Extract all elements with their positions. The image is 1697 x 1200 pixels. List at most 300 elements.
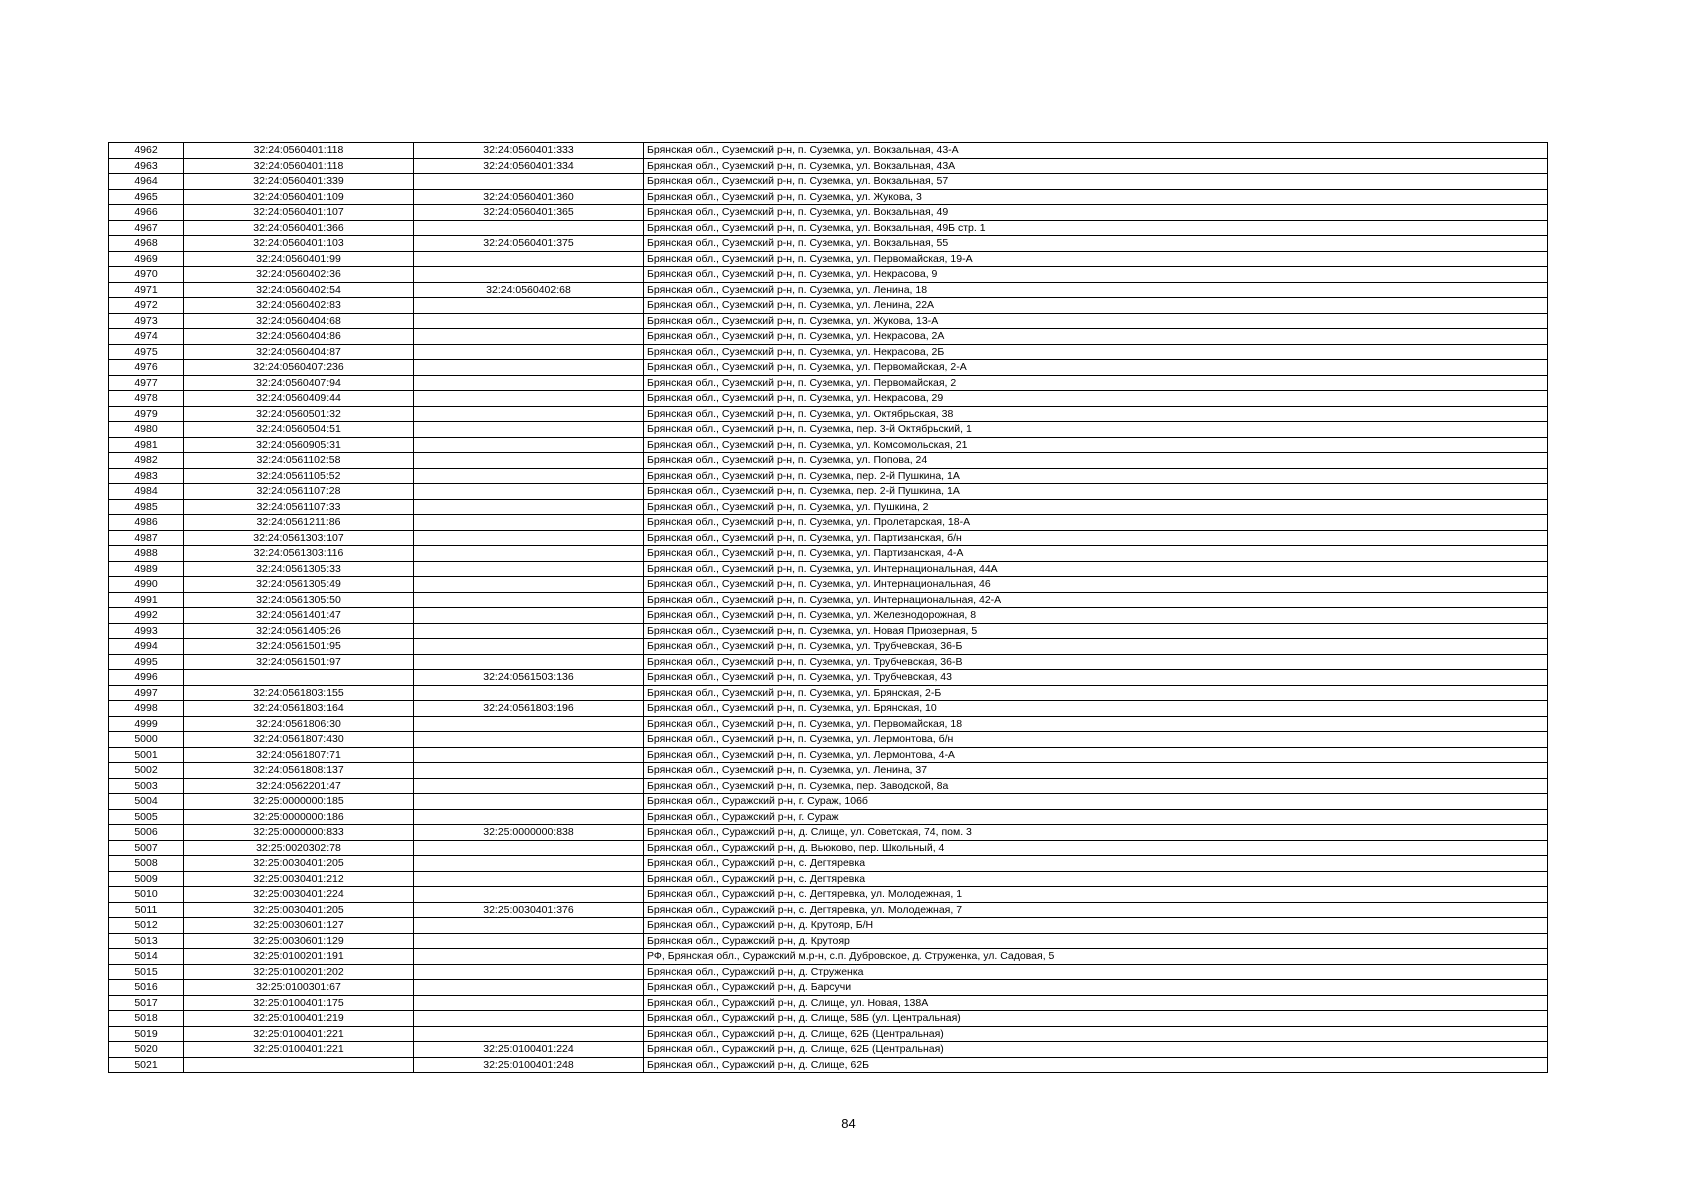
- row-number-cell: 4978: [109, 391, 184, 407]
- address-cell: Брянская обл., Суражский р-н, д. Крутояр: [644, 933, 1548, 949]
- row-number-cell: 5002: [109, 763, 184, 779]
- related-cadastral-number-cell: [414, 406, 644, 422]
- table-row: [109, 995, 1548, 1011]
- table-row: [109, 530, 1548, 546]
- row-number-cell: 4962: [109, 143, 184, 159]
- related-cadastral-number-cell: [414, 685, 644, 701]
- address-cell: Брянская обл., Суземский р-н, п. Суземка, ул. Интернациональная, 46: [644, 577, 1548, 593]
- cadastral-number-cell: 32:24:0561807:71: [184, 747, 414, 763]
- address-cell: Брянская обл., Суземский р-н, п. Суземка, ул. Некрасова, 2Б: [644, 344, 1548, 360]
- cadastral-number-cell: 32:24:0561303:116: [184, 546, 414, 562]
- cadastral-number-cell: 32:25:0000000:185: [184, 794, 414, 810]
- row-number-cell: 4967: [109, 220, 184, 236]
- address-cell: Брянская обл., Суземский р-н, п. Суземка, ул. Лермонтова, 4-А: [644, 747, 1548, 763]
- related-cadastral-number-cell: [414, 422, 644, 438]
- address-cell: Брянская обл., Суземский р-н, п. Суземка, ул. Пролетарская, 18-А: [644, 515, 1548, 531]
- related-cadastral-number-cell: [414, 313, 644, 329]
- related-cadastral-number-cell: [414, 732, 644, 748]
- row-number-cell: 4991: [109, 592, 184, 608]
- table-row: [109, 778, 1548, 794]
- address-cell: Брянская обл., Суземский р-н, п. Суземка, ул. Ленина, 18: [644, 282, 1548, 298]
- table-row: [109, 639, 1548, 655]
- address-cell: Брянская обл., Суражский р-н, с. Дегтяревка, ул. Молодежная, 1: [644, 887, 1548, 903]
- row-number-cell: 4981: [109, 437, 184, 453]
- address-cell: Брянская обл., Суземский р-н, п. Суземка, ул. Вокзальная, 49: [644, 205, 1548, 221]
- address-cell: Брянская обл., Суражский р-н, д. Струженка: [644, 964, 1548, 980]
- row-number-cell: 4970: [109, 267, 184, 283]
- row-number-cell: 5017: [109, 995, 184, 1011]
- cadastral-number-cell: 32:25:0100401:219: [184, 1011, 414, 1027]
- address-cell: Брянская обл., Суражский р-н, г. Сураж, 106б: [644, 794, 1548, 810]
- table-row: [109, 468, 1548, 484]
- row-number-cell: 4979: [109, 406, 184, 422]
- cadastral-number-cell: 32:25:0100201:191: [184, 949, 414, 965]
- address-cell: Брянская обл., Суземский р-н, п. Суземка, ул. Трубчевская, 36-Б: [644, 639, 1548, 655]
- related-cadastral-number-cell: [414, 530, 644, 546]
- address-cell: Брянская обл., Суражский р-н, д. Слище, 58Б (ул. Центральная): [644, 1011, 1548, 1027]
- address-cell: Брянская обл., Суземский р-н, п. Суземка, ул. Октябрьская, 38: [644, 406, 1548, 422]
- cadastral-number-cell: 32:24:0560401:118: [184, 143, 414, 159]
- row-number-cell: 4999: [109, 716, 184, 732]
- row-number-cell: 5015: [109, 964, 184, 980]
- table-row: [109, 329, 1548, 345]
- related-cadastral-number-cell: [414, 778, 644, 794]
- address-cell: Брянская обл., Суземский р-н, п. Суземка, ул. Трубчевская, 43: [644, 670, 1548, 686]
- row-number-cell: 4968: [109, 236, 184, 252]
- table-row: [109, 871, 1548, 887]
- cadastral-number-cell: 32:24:0561501:95: [184, 639, 414, 655]
- table-row: [109, 251, 1548, 267]
- cadastral-number-cell: 32:24:0561806:30: [184, 716, 414, 732]
- table-row: [109, 840, 1548, 856]
- table-row: [109, 608, 1548, 624]
- address-cell: Брянская обл., Суземский р-н, п. Суземка, пер. 2-й Пушкина, 1А: [644, 484, 1548, 500]
- address-cell: Брянская обл., Суземский р-н, п. Суземка, ул. Лермонтова, б/н: [644, 732, 1548, 748]
- address-cell: Брянская обл., Суземский р-н, п. Суземка, ул. Вокзальная, 55: [644, 236, 1548, 252]
- row-number-cell: 5005: [109, 809, 184, 825]
- table-row: [109, 794, 1548, 810]
- cadastral-number-cell: 32:24:0560409:44: [184, 391, 414, 407]
- address-cell: Брянская обл., Суражский р-н, д. Слище, 62Б (Центральная): [644, 1042, 1548, 1058]
- related-cadastral-number-cell: [414, 499, 644, 515]
- related-cadastral-number-cell: [414, 391, 644, 407]
- address-cell: Брянская обл., Суражский р-н, д. Барсучи: [644, 980, 1548, 996]
- address-cell: Брянская обл., Суземский р-н, п. Суземка, ул. Железнодорожная, 8: [644, 608, 1548, 624]
- cadastral-number-cell: 32:24:0560404:68: [184, 313, 414, 329]
- related-cadastral-number-cell: [414, 887, 644, 903]
- related-cadastral-number-cell: [414, 716, 644, 732]
- cadastral-number-cell: 32:25:0100301:67: [184, 980, 414, 996]
- table-row: [109, 561, 1548, 577]
- address-cell: Брянская обл., Суражский р-н, д. Слище, ул. Новая, 138А: [644, 995, 1548, 1011]
- cadastral-number-cell: 32:24:0560402:36: [184, 267, 414, 283]
- cadastral-number-cell: 32:24:0560402:83: [184, 298, 414, 314]
- cadastral-number-cell: 32:24:0561305:33: [184, 561, 414, 577]
- row-number-cell: 4996: [109, 670, 184, 686]
- row-number-cell: 4994: [109, 639, 184, 655]
- cadastral-number-cell: 32:24:0561401:47: [184, 608, 414, 624]
- row-number-cell: 5003: [109, 778, 184, 794]
- cadastral-number-cell: 32:24:0560407:94: [184, 375, 414, 391]
- related-cadastral-number-cell: [414, 251, 644, 267]
- cadastral-number-cell: 32:25:0030601:127: [184, 918, 414, 934]
- table-row: [109, 174, 1548, 190]
- cadastral-number-cell: 32:24:0560401:109: [184, 189, 414, 205]
- row-number-cell: 4986: [109, 515, 184, 531]
- address-cell: Брянская обл., Суземский р-н, п. Суземка, ул. Некрасова, 2А: [644, 329, 1548, 345]
- related-cadastral-number-cell: 32:24:0560401:334: [414, 158, 644, 174]
- address-cell: Брянская обл., Суземский р-н, п. Суземка, ул. Некрасова, 9: [644, 267, 1548, 283]
- row-number-cell: 4977: [109, 375, 184, 391]
- row-number-cell: 5016: [109, 980, 184, 996]
- cadastral-number-cell: 32:24:0560401:103: [184, 236, 414, 252]
- table-row: [109, 670, 1548, 686]
- cadastral-number-cell: 32:25:0000000:833: [184, 825, 414, 841]
- cadastral-number-cell: 32:24:0561102:58: [184, 453, 414, 469]
- related-cadastral-number-cell: [414, 267, 644, 283]
- table-row: [109, 902, 1548, 918]
- related-cadastral-number-cell: [414, 468, 644, 484]
- related-cadastral-number-cell: [414, 747, 644, 763]
- cadastral-number-cell: 32:24:0561211:86: [184, 515, 414, 531]
- address-cell: Брянская обл., Суземский р-н, п. Суземка, ул. Новая Приозерная, 5: [644, 623, 1548, 639]
- cadastral-number-cell: 32:24:0560905:31: [184, 437, 414, 453]
- address-cell: Брянская обл., Суземский р-н, п. Суземка, ул. Ленина, 22А: [644, 298, 1548, 314]
- related-cadastral-number-cell: [414, 1011, 644, 1027]
- address-cell: Брянская обл., Суземский р-н, п. Суземка, ул. Вокзальная, 49Б стр. 1: [644, 220, 1548, 236]
- cadastral-number-cell: 32:25:0030401:205: [184, 902, 414, 918]
- table-row: [109, 1011, 1548, 1027]
- address-cell: Брянская обл., Суземский р-н, п. Суземка, ул. Комсомольская, 21: [644, 437, 1548, 453]
- row-number-cell: 5008: [109, 856, 184, 872]
- cadastral-number-cell: 32:24:0561807:430: [184, 732, 414, 748]
- cadastral-number-cell: 32:24:0561803:155: [184, 685, 414, 701]
- table-row: [109, 1057, 1548, 1073]
- cadastral-number-cell: 32:25:0100401:175: [184, 995, 414, 1011]
- cadastral-number-cell: [184, 1057, 414, 1073]
- table-row: [109, 282, 1548, 298]
- cadastral-number-cell: 32:24:0561405:26: [184, 623, 414, 639]
- address-cell: Брянская обл., Суземский р-н, п. Суземка, ул. Брянская, 10: [644, 701, 1548, 717]
- cadastral-number-cell: 32:24:0560401:366: [184, 220, 414, 236]
- page-number: 84: [841, 1116, 856, 1131]
- table-row: [109, 406, 1548, 422]
- related-cadastral-number-cell: [414, 995, 644, 1011]
- row-number-cell: 4972: [109, 298, 184, 314]
- row-number-cell: 4965: [109, 189, 184, 205]
- table-row: [109, 344, 1548, 360]
- row-number-cell: 5018: [109, 1011, 184, 1027]
- related-cadastral-number-cell: [414, 375, 644, 391]
- row-number-cell: 5020: [109, 1042, 184, 1058]
- table-row: [109, 747, 1548, 763]
- table-row: [109, 267, 1548, 283]
- row-number-cell: 4985: [109, 499, 184, 515]
- cadastral-number-cell: 32:25:0030601:129: [184, 933, 414, 949]
- address-cell: Брянская обл., Суражский р-н, с. Дегтяревка, ул. Молодежная, 7: [644, 902, 1548, 918]
- row-number-cell: 4988: [109, 546, 184, 562]
- table-row: [109, 1042, 1548, 1058]
- row-number-cell: 5014: [109, 949, 184, 965]
- cadastral-number-cell: 32:24:0560504:51: [184, 422, 414, 438]
- address-cell: Брянская обл., Суземский р-н, п. Суземка, ул. Вокзальная, 43А: [644, 158, 1548, 174]
- cadastral-number-cell: 32:24:0560401:339: [184, 174, 414, 190]
- related-cadastral-number-cell: [414, 298, 644, 314]
- address-cell: Брянская обл., Суражский р-н, д. Слище, 62Б: [644, 1057, 1548, 1073]
- table-row: [109, 980, 1548, 996]
- table-row: [109, 577, 1548, 593]
- cadastral-number-cell: 32:24:0560501:32: [184, 406, 414, 422]
- table-row: [109, 933, 1548, 949]
- row-number-cell: 4998: [109, 701, 184, 717]
- table-row: [109, 422, 1548, 438]
- row-number-cell: 4990: [109, 577, 184, 593]
- address-cell: Брянская обл., Суземский р-н, п. Суземка, ул. Первомайская, 2-А: [644, 360, 1548, 376]
- address-cell: Брянская обл., Суземский р-н, п. Суземка, ул. Жукова, 3: [644, 189, 1548, 205]
- cadastral-number-cell: 32:24:0560401:99: [184, 251, 414, 267]
- table-row: [109, 825, 1548, 841]
- row-number-cell: 4980: [109, 422, 184, 438]
- cadastral-number-cell: 32:24:0561107:28: [184, 484, 414, 500]
- row-number-cell: 4975: [109, 344, 184, 360]
- related-cadastral-number-cell: [414, 980, 644, 996]
- related-cadastral-number-cell: [414, 856, 644, 872]
- table-row: [109, 391, 1548, 407]
- related-cadastral-number-cell: [414, 809, 644, 825]
- row-number-cell: 5011: [109, 902, 184, 918]
- table-row: [109, 189, 1548, 205]
- row-number-cell: 4997: [109, 685, 184, 701]
- table-row: [109, 515, 1548, 531]
- table-row: [109, 1026, 1548, 1042]
- address-cell: Брянская обл., Суражский р-н, д. Крутояр, Б/Н: [644, 918, 1548, 934]
- related-cadastral-number-cell: [414, 329, 644, 345]
- row-number-cell: 4976: [109, 360, 184, 376]
- related-cadastral-number-cell: 32:24:0560401:365: [414, 205, 644, 221]
- row-number-cell: 5000: [109, 732, 184, 748]
- cadastral-number-cell: 32:25:0100401:221: [184, 1042, 414, 1058]
- related-cadastral-number-cell: [414, 437, 644, 453]
- row-number-cell: 5021: [109, 1057, 184, 1073]
- cadastral-number-cell: 32:25:0030401:224: [184, 887, 414, 903]
- cadastral-number-cell: 32:24:0560402:54: [184, 282, 414, 298]
- row-number-cell: 4995: [109, 654, 184, 670]
- cadastral-number-cell: 32:25:0030401:205: [184, 856, 414, 872]
- cadastral-number-cell: 32:25:0020302:78: [184, 840, 414, 856]
- related-cadastral-number-cell: [414, 515, 644, 531]
- cadastral-number-cell: 32:24:0560407:236: [184, 360, 414, 376]
- table-row: [109, 205, 1548, 221]
- related-cadastral-number-cell: [414, 933, 644, 949]
- row-number-cell: 4987: [109, 530, 184, 546]
- cadastral-number-cell: 32:25:0000000:186: [184, 809, 414, 825]
- related-cadastral-number-cell: [414, 871, 644, 887]
- table-row: [109, 949, 1548, 965]
- cadastral-number-cell: 32:25:0030401:212: [184, 871, 414, 887]
- address-cell: Брянская обл., Суземский р-н, п. Суземка, пер. Заводской, 8а: [644, 778, 1548, 794]
- address-cell: Брянская обл., Суземский р-н, п. Суземка, ул. Жукова, 13-А: [644, 313, 1548, 329]
- related-cadastral-number-cell: 32:25:0100401:248: [414, 1057, 644, 1073]
- address-cell: Брянская обл., Суземский р-н, п. Суземка, ул. Первомайская, 2: [644, 375, 1548, 391]
- table-row: [109, 298, 1548, 314]
- related-cadastral-number-cell: [414, 608, 644, 624]
- address-cell: Брянская обл., Суземский р-н, п. Суземка, пер. 2-й Пушкина, 1А: [644, 468, 1548, 484]
- table-row: [109, 360, 1548, 376]
- related-cadastral-number-cell: [414, 592, 644, 608]
- related-cadastral-number-cell: [414, 949, 644, 965]
- related-cadastral-number-cell: [414, 577, 644, 593]
- related-cadastral-number-cell: [414, 654, 644, 670]
- related-cadastral-number-cell: [414, 1026, 644, 1042]
- row-number-cell: 4982: [109, 453, 184, 469]
- related-cadastral-number-cell: [414, 964, 644, 980]
- table-row: [109, 484, 1548, 500]
- row-number-cell: 4971: [109, 282, 184, 298]
- registry-table-body: [109, 143, 1548, 1073]
- related-cadastral-number-cell: [414, 763, 644, 779]
- table-row: [109, 856, 1548, 872]
- related-cadastral-number-cell: [414, 840, 644, 856]
- related-cadastral-number-cell: 32:25:0100401:224: [414, 1042, 644, 1058]
- table-row: [109, 654, 1548, 670]
- table-row: [109, 546, 1548, 562]
- table-row: [109, 623, 1548, 639]
- table-row: [109, 809, 1548, 825]
- row-number-cell: 4992: [109, 608, 184, 624]
- row-number-cell: 4983: [109, 468, 184, 484]
- table-row: [109, 701, 1548, 717]
- row-number-cell: 4989: [109, 561, 184, 577]
- row-number-cell: 5006: [109, 825, 184, 841]
- cadastral-number-cell: 32:24:0562201:47: [184, 778, 414, 794]
- cadastral-number-cell: 32:24:0560404:87: [184, 344, 414, 360]
- cadastral-number-cell: 32:25:0100401:221: [184, 1026, 414, 1042]
- row-number-cell: 5007: [109, 840, 184, 856]
- row-number-cell: 4993: [109, 623, 184, 639]
- related-cadastral-number-cell: 32:25:0030401:376: [414, 902, 644, 918]
- table-row: [109, 236, 1548, 252]
- related-cadastral-number-cell: 32:24:0561803:196: [414, 701, 644, 717]
- cadastral-number-cell: 32:24:0560404:86: [184, 329, 414, 345]
- table-row: [109, 499, 1548, 515]
- address-cell: РФ, Брянская обл., Суражский м.р-н, с.п. Дубровское, д. Струженка, ул. Садовая, 5: [644, 949, 1548, 965]
- address-cell: Брянская обл., Суземский р-н, п. Суземка, ул. Некрасова, 29: [644, 391, 1548, 407]
- row-number-cell: 4969: [109, 251, 184, 267]
- related-cadastral-number-cell: 32:24:0560402:68: [414, 282, 644, 298]
- cadastral-number-cell: 32:24:0561107:33: [184, 499, 414, 515]
- table-row: [109, 220, 1548, 236]
- address-cell: Брянская обл., Суземский р-н, п. Суземка, ул. Первомайская, 18: [644, 716, 1548, 732]
- related-cadastral-number-cell: [414, 794, 644, 810]
- related-cadastral-number-cell: 32:24:0560401:375: [414, 236, 644, 252]
- row-number-cell: 4974: [109, 329, 184, 345]
- cadastral-number-cell: 32:24:0561303:107: [184, 530, 414, 546]
- cadastral-number-cell: 32:24:0560401:107: [184, 205, 414, 221]
- row-number-cell: 5001: [109, 747, 184, 763]
- related-cadastral-number-cell: [414, 918, 644, 934]
- related-cadastral-number-cell: [414, 484, 644, 500]
- table-row: [109, 685, 1548, 701]
- cadastral-number-cell: 32:24:0561501:97: [184, 654, 414, 670]
- address-cell: Брянская обл., Суражский р-н, д. Слище, ул. Советская, 74, пом. 3: [644, 825, 1548, 841]
- table-row: [109, 716, 1548, 732]
- row-number-cell: 5012: [109, 918, 184, 934]
- table-row: [109, 592, 1548, 608]
- address-cell: Брянская обл., Суземский р-н, п. Суземка, ул. Вокзальная, 43-А: [644, 143, 1548, 159]
- row-number-cell: 5013: [109, 933, 184, 949]
- cadastral-number-cell: 32:24:0561305:50: [184, 592, 414, 608]
- address-cell: Брянская обл., Суземский р-н, п. Суземка, пер. 3-й Октябрьский, 1: [644, 422, 1548, 438]
- related-cadastral-number-cell: [414, 623, 644, 639]
- cadastral-number-cell: 32:24:0561305:49: [184, 577, 414, 593]
- row-number-cell: 4966: [109, 205, 184, 221]
- address-cell: Брянская обл., Суземский р-н, п. Суземка, ул. Ленина, 37: [644, 763, 1548, 779]
- address-cell: Брянская обл., Суземский р-н, п. Суземка, ул. Первомайская, 19-А: [644, 251, 1548, 267]
- row-number-cell: 4973: [109, 313, 184, 329]
- related-cadastral-number-cell: 32:25:0000000:838: [414, 825, 644, 841]
- table-row: [109, 158, 1548, 174]
- address-cell: Брянская обл., Суземский р-н, п. Суземка, ул. Брянская, 2-Б: [644, 685, 1548, 701]
- address-cell: Брянская обл., Суземский р-н, п. Суземка, ул. Вокзальная, 57: [644, 174, 1548, 190]
- address-cell: Брянская обл., Суражский р-н, с. Дегтяревка: [644, 856, 1548, 872]
- table-row: [109, 887, 1548, 903]
- cadastral-number-cell: 32:24:0561105:52: [184, 468, 414, 484]
- related-cadastral-number-cell: [414, 639, 644, 655]
- address-cell: Брянская обл., Суражский р-н, с. Дегтяревка: [644, 871, 1548, 887]
- related-cadastral-number-cell: [414, 344, 644, 360]
- table-row: [109, 437, 1548, 453]
- related-cadastral-number-cell: 32:24:0560401:360: [414, 189, 644, 205]
- cadastral-number-cell: 32:24:0561808:137: [184, 763, 414, 779]
- related-cadastral-number-cell: 32:24:0561503:136: [414, 670, 644, 686]
- row-number-cell: 5010: [109, 887, 184, 903]
- related-cadastral-number-cell: 32:24:0560401:333: [414, 143, 644, 159]
- address-cell: Брянская обл., Суземский р-н, п. Суземка, ул. Партизанская, б/н: [644, 530, 1548, 546]
- address-cell: Брянская обл., Суражский р-н, д. Вьюково, пер. Школьный, 4: [644, 840, 1548, 856]
- table-row: [109, 763, 1548, 779]
- table-row: [109, 918, 1548, 934]
- table-row: [109, 964, 1548, 980]
- cadastral-number-cell: 32:24:0560401:118: [184, 158, 414, 174]
- row-number-cell: 5004: [109, 794, 184, 810]
- cadastral-number-cell: [184, 670, 414, 686]
- table-row: [109, 375, 1548, 391]
- address-cell: Брянская обл., Суземский р-н, п. Суземка, ул. Трубчевская, 36-В: [644, 654, 1548, 670]
- address-cell: Брянская обл., Суземский р-н, п. Суземка, ул. Интернациональная, 44А: [644, 561, 1548, 577]
- related-cadastral-number-cell: [414, 561, 644, 577]
- row-number-cell: 4963: [109, 158, 184, 174]
- address-cell: Брянская обл., Суземский р-н, п. Суземка, ул. Попова, 24: [644, 453, 1548, 469]
- row-number-cell: 5019: [109, 1026, 184, 1042]
- row-number-cell: 4984: [109, 484, 184, 500]
- cadastral-number-cell: 32:24:0561803:164: [184, 701, 414, 717]
- row-number-cell: 5009: [109, 871, 184, 887]
- address-cell: Брянская обл., Суземский р-н, п. Суземка, ул. Интернациональная, 42-А: [644, 592, 1548, 608]
- address-cell: Брянская обл., Суражский р-н, г. Сураж: [644, 809, 1548, 825]
- table-row: [109, 313, 1548, 329]
- related-cadastral-number-cell: [414, 360, 644, 376]
- table-row: [109, 453, 1548, 469]
- address-cell: Брянская обл., Суземский р-н, п. Суземка, ул. Партизанская, 4-А: [644, 546, 1548, 562]
- related-cadastral-number-cell: [414, 220, 644, 236]
- related-cadastral-number-cell: [414, 453, 644, 469]
- table-row: [109, 732, 1548, 748]
- related-cadastral-number-cell: [414, 174, 644, 190]
- address-cell: Брянская обл., Суражский р-н, д. Слище, 62Б (Центральная): [644, 1026, 1548, 1042]
- row-number-cell: 4964: [109, 174, 184, 190]
- related-cadastral-number-cell: [414, 546, 644, 562]
- cadastral-number-cell: 32:25:0100201:202: [184, 964, 414, 980]
